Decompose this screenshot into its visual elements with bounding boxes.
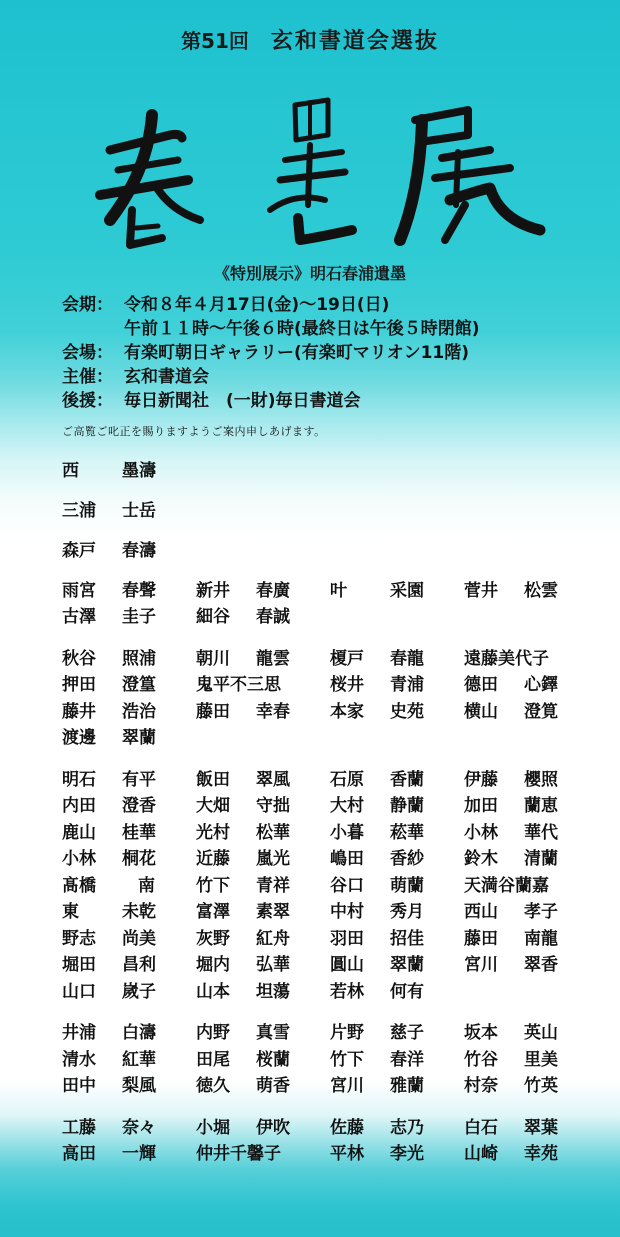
member-name [62,576,196,601]
member-surname: 小林 [62,849,96,870]
member-given-name: 翠蘭 [122,728,156,749]
period-dates: 令和８年４月17日(金)～19日(日) [124,295,390,315]
member-row [62,535,582,561]
member-row [62,455,582,481]
member-name [62,456,172,481]
member-name [196,950,330,975]
member-name [464,670,574,695]
member-name [464,765,574,790]
member-given-name: 采園 [390,580,424,601]
member-given-name: 南 [138,875,155,896]
member-surname: 富澤 [196,902,230,923]
member-given-name: 嵐光 [256,849,290,870]
member-surname: 榎戸 [330,648,364,669]
member-surname: 明石 [62,769,96,790]
member-name [330,765,464,790]
member-given-name: 真雪 [256,1023,290,1044]
member-given-name: 桜蘭 [256,1049,290,1070]
member-given-name: 里美 [524,1049,558,1070]
member-given-name: 史苑 [390,701,424,722]
member-surname: 天満谷蘭嘉 [464,875,549,896]
member-row [62,870,582,897]
member-row [62,764,582,791]
member-given-name: 春廣 [256,580,290,601]
period-hours [62,317,480,341]
member-surname: 渡邊 [62,728,96,749]
member-given-name: 櫻照 [524,769,558,790]
member-name [330,791,464,816]
title-calligraphy [70,80,550,260]
member-given-name: 何有 [390,981,424,1002]
member-name [330,924,464,949]
member-name [464,1139,574,1164]
member-name [330,818,464,843]
member-given-name: 素翠 [256,902,290,923]
member-given-name: 香紗 [390,849,424,870]
member-surname: 押田 [62,675,96,696]
member-list [62,455,582,1180]
member-surname: 小暮 [330,822,364,843]
member-group [62,764,582,1003]
member-name [330,1018,464,1043]
member-surname: 本家 [330,701,364,722]
member-given-name: 松雲 [524,580,558,601]
member-name [196,765,330,790]
member-surname: 内野 [196,1023,230,1044]
member-name [62,670,196,695]
member-given-name: 昌利 [122,955,156,976]
member-name [330,950,464,975]
member-surname: 石原 [330,769,364,790]
support-text: 毎日新聞社 (一財)毎日書道会 [124,391,361,411]
member-surname: 灰野 [196,928,230,949]
member-given-name: 南龍 [524,928,558,949]
member-surname: 平林 [330,1144,364,1165]
member-surname: 大畑 [196,796,230,817]
member-name [196,897,330,922]
member-surname: 細谷 [196,607,230,628]
member-surname: 鹿山 [62,822,96,843]
member-given-name: 静蘭 [390,796,424,817]
member-group [62,1018,582,1098]
member-given-name: 春龍 [390,648,424,669]
member-given-name: 翠香 [524,955,558,976]
member-surname: 三浦 [62,500,96,521]
member-name [464,897,574,922]
member-given-name: 慈子 [390,1023,424,1044]
member-surname: 遠藤美代子 [464,648,549,669]
member-surname: 田中 [62,1076,96,1097]
member-name [62,791,196,816]
member-given-name: 華代 [524,822,558,843]
member-name [330,844,464,869]
member-given-name: 松華 [256,822,290,843]
member-surname: 菅井 [464,580,498,601]
member-surname: 西山 [464,902,498,923]
member-surname: 高田 [62,1144,96,1165]
member-surname: 藤井 [62,701,96,722]
member-given-name: 守拙 [256,796,290,817]
member-given-name: 雅蘭 [390,1076,424,1097]
member-row [62,495,582,521]
period-hours-text: 午前１１時～午後６時(最終日は午後５時閉館) [124,319,480,339]
member-given-name: 澄筧 [524,701,558,722]
member-name [464,644,574,669]
member-given-name: 青祥 [256,875,290,896]
member-given-name: 澄香 [122,796,156,817]
member-given-name: 紅華 [122,1049,156,1070]
member-surname: 宮川 [464,955,498,976]
member-row [62,976,582,1003]
member-given-name: 香蘭 [390,769,424,790]
member-name [62,871,196,896]
member-surname: 井浦 [62,1023,96,1044]
member-given-name: 春聲 [122,580,156,601]
member-given-name: 蘭恵 [524,796,558,817]
member-given-name: 坦蕩 [256,981,290,1002]
member-name [196,697,330,722]
member-given-name: 萌蘭 [390,875,424,896]
member-name [196,644,330,669]
member-surname: 嶋田 [330,849,364,870]
member-name [62,496,172,521]
member-surname: 谷口 [330,875,364,896]
member-name [330,1113,464,1138]
member-name [62,1018,196,1043]
member-surname: 叶 [330,580,347,601]
member-name [330,977,440,1002]
member-given-name: 奈々 [122,1117,156,1138]
member-name [196,791,330,816]
member-name [62,950,196,975]
member-given-name: 白濤 [122,1023,156,1044]
member-row [62,1071,582,1098]
member-given-name: 招佳 [390,928,424,949]
member-name [464,1018,574,1043]
member-name [62,1071,196,1096]
member-group [62,575,582,628]
member-given-name: 照浦 [122,648,156,669]
member-given-name: 一輝 [122,1144,156,1165]
member-surname: 野志 [62,928,96,949]
member-surname: 髙橋 [62,875,96,896]
member-given-name: 春誠 [256,607,290,628]
host-text: 玄和書道会 [124,367,209,387]
member-surname: 西 [62,460,79,481]
member-group [62,1112,582,1165]
member-row [62,897,582,924]
member-name [330,576,464,601]
member-group-solo [62,535,582,561]
member-row [62,844,582,871]
member-name [62,1139,196,1164]
member-name [196,924,330,949]
member-name [62,897,196,922]
venue-label: 会場： [62,343,113,363]
member-name [464,844,574,869]
support-label: 後援： [62,391,113,411]
member-given-name: 翠葉 [524,1117,558,1138]
member-given-name: 翠風 [256,769,290,790]
member-name [62,977,196,1002]
period-row [62,293,480,317]
member-surname: 坂本 [464,1023,498,1044]
member-name [62,924,196,949]
member-given-name: 弘華 [256,955,290,976]
support-row [62,389,480,413]
member-name [62,536,172,561]
member-name [196,602,306,627]
member-surname: 飯田 [196,769,230,790]
member-given-name: 心鐸 [524,675,558,696]
member-name [464,818,574,843]
member-name [196,1045,330,1070]
member-surname: 小林 [464,822,498,843]
member-surname: 藤田 [196,701,230,722]
member-surname: 内田 [62,796,96,817]
member-name [464,950,574,975]
member-given-name: 翠蘭 [390,955,424,976]
member-row [62,1044,582,1071]
member-name [62,723,172,748]
member-surname: 新井 [196,580,230,601]
member-name [196,670,330,695]
member-surname: 白石 [464,1117,498,1138]
member-name [196,818,330,843]
member-surname: 伊藤 [464,769,498,790]
member-given-name: 志乃 [390,1117,424,1138]
member-surname: 森戸 [62,540,96,561]
member-given-name: 尚美 [122,928,156,949]
member-surname: 加田 [464,796,498,817]
member-surname: 鬼平不三思 [196,675,281,696]
member-given-name: 春洋 [390,1049,424,1070]
member-row [62,1112,582,1139]
member-surname: 堀田 [62,955,96,976]
member-surname: 圓山 [330,955,364,976]
member-surname: 中村 [330,902,364,923]
member-surname: 宮川 [330,1076,364,1097]
member-surname: 村奈 [464,1076,498,1097]
member-given-name: 嵗子 [122,981,156,1002]
member-surname: 小堀 [196,1117,230,1138]
member-surname: 工藤 [62,1117,96,1138]
member-given-name: 圭子 [122,607,156,628]
member-surname: 仲井千馨子 [196,1144,281,1165]
member-name [196,1139,330,1164]
member-row [62,923,582,950]
member-name [196,1018,330,1043]
member-name [62,697,196,722]
member-given-name: 清蘭 [524,849,558,870]
member-surname: 大村 [330,796,364,817]
member-given-name: 孝子 [524,902,558,923]
member-name [330,697,464,722]
member-name [464,1071,574,1096]
edition-label: 第51回 [181,29,249,53]
member-surname: 羽田 [330,928,364,949]
member-given-name: 有平 [122,769,156,790]
member-row [62,670,582,697]
member-surname: 竹下 [330,1049,364,1070]
member-surname: 藤田 [464,928,498,949]
member-name [62,1045,196,1070]
member-group-solo [62,495,582,521]
member-surname: 山崎 [464,1144,498,1165]
member-row [62,696,582,723]
member-name [62,644,196,669]
member-surname: 雨宮 [62,580,96,601]
member-given-name: 萌香 [256,1076,290,1097]
host-label: 主催： [62,367,113,387]
member-name [196,871,330,896]
member-name [196,844,330,869]
member-surname: 徳久 [196,1076,230,1097]
member-row [62,723,582,750]
member-given-name: 梨風 [122,1076,156,1097]
member-given-name: 青浦 [390,675,424,696]
member-surname: 鈴木 [464,849,498,870]
member-surname: 佐藤 [330,1117,364,1138]
member-name [62,602,196,627]
member-name [330,670,464,695]
exhibition-header [0,24,620,55]
member-name [464,924,574,949]
member-surname: 山口 [62,981,96,1002]
member-row [62,1018,582,1045]
member-surname: 東 [62,902,79,923]
member-row [62,950,582,977]
member-surname: 竹下 [196,875,230,896]
member-name [464,697,574,722]
member-given-name: 紅舟 [256,928,290,949]
member-group-solo [62,455,582,481]
member-name [330,644,464,669]
member-surname: 田尾 [196,1049,230,1070]
member-row [62,1139,582,1166]
member-name [330,1045,464,1070]
venue-text: 有楽町朝日ギャラリー(有楽町マリオン11階) [124,343,470,363]
member-row [62,575,582,602]
period-label: 会期： [62,295,113,315]
member-surname: 片野 [330,1023,364,1044]
member-given-name: 桐花 [122,849,156,870]
member-given-name: 墨濤 [122,460,156,481]
member-name [464,576,574,601]
member-given-name: 浩治 [122,701,156,722]
member-name [196,1071,330,1096]
member-surname: 堀内 [196,955,230,976]
member-name [464,1045,574,1070]
special-exhibit: 《特別展示》明石春浦遺墨 [213,264,406,283]
member-name [62,1113,196,1138]
member-name [464,791,574,816]
member-given-name: 秀月 [390,902,424,923]
member-row [62,643,582,670]
member-row [62,817,582,844]
member-surname: 古澤 [62,607,96,628]
member-given-name: 英山 [524,1023,558,1044]
member-given-name: 幸苑 [524,1144,558,1165]
member-name [196,576,330,601]
member-surname: 竹谷 [464,1049,498,1070]
member-surname: 光村 [196,822,230,843]
member-given-name: 澄篁 [122,675,156,696]
member-name [464,1113,574,1138]
member-name [330,1139,464,1164]
member-name [62,818,196,843]
member-surname: 朝川 [196,648,230,669]
member-given-name: 士岳 [122,500,156,521]
event-info [62,293,480,413]
member-given-name: 春濤 [122,540,156,561]
member-name [196,977,330,1002]
member-given-name: 龍雲 [256,648,290,669]
member-given-name: 伊吹 [256,1117,290,1138]
member-name [464,871,574,896]
member-surname: 桜井 [330,675,364,696]
invitation-notice: ご高覧ご叱正を賜りますようご案内申しあげます。 [62,425,326,438]
member-surname: 横山 [464,701,498,722]
member-surname: 秋谷 [62,648,96,669]
member-surname: 近藤 [196,849,230,870]
member-name [330,871,464,896]
member-given-name: 未乾 [122,902,156,923]
member-name [62,765,196,790]
member-given-name: 幸春 [256,701,290,722]
member-given-name: 菘華 [390,822,424,843]
member-name [196,1113,330,1138]
member-given-name: 李光 [390,1144,424,1165]
host-row [62,365,480,389]
member-name [330,1071,464,1096]
member-surname: 山本 [196,981,230,1002]
venue-row [62,341,480,365]
member-name [62,844,196,869]
member-row [62,791,582,818]
member-given-name: 竹英 [524,1076,558,1097]
member-group [62,643,582,749]
member-row [62,602,582,629]
member-surname: 德田 [464,675,498,696]
member-given-name: 桂華 [122,822,156,843]
member-surname: 清水 [62,1049,96,1070]
member-name [330,897,464,922]
member-surname: 若林 [330,981,364,1002]
org-title: 玄和書道会選抜 [270,29,439,54]
